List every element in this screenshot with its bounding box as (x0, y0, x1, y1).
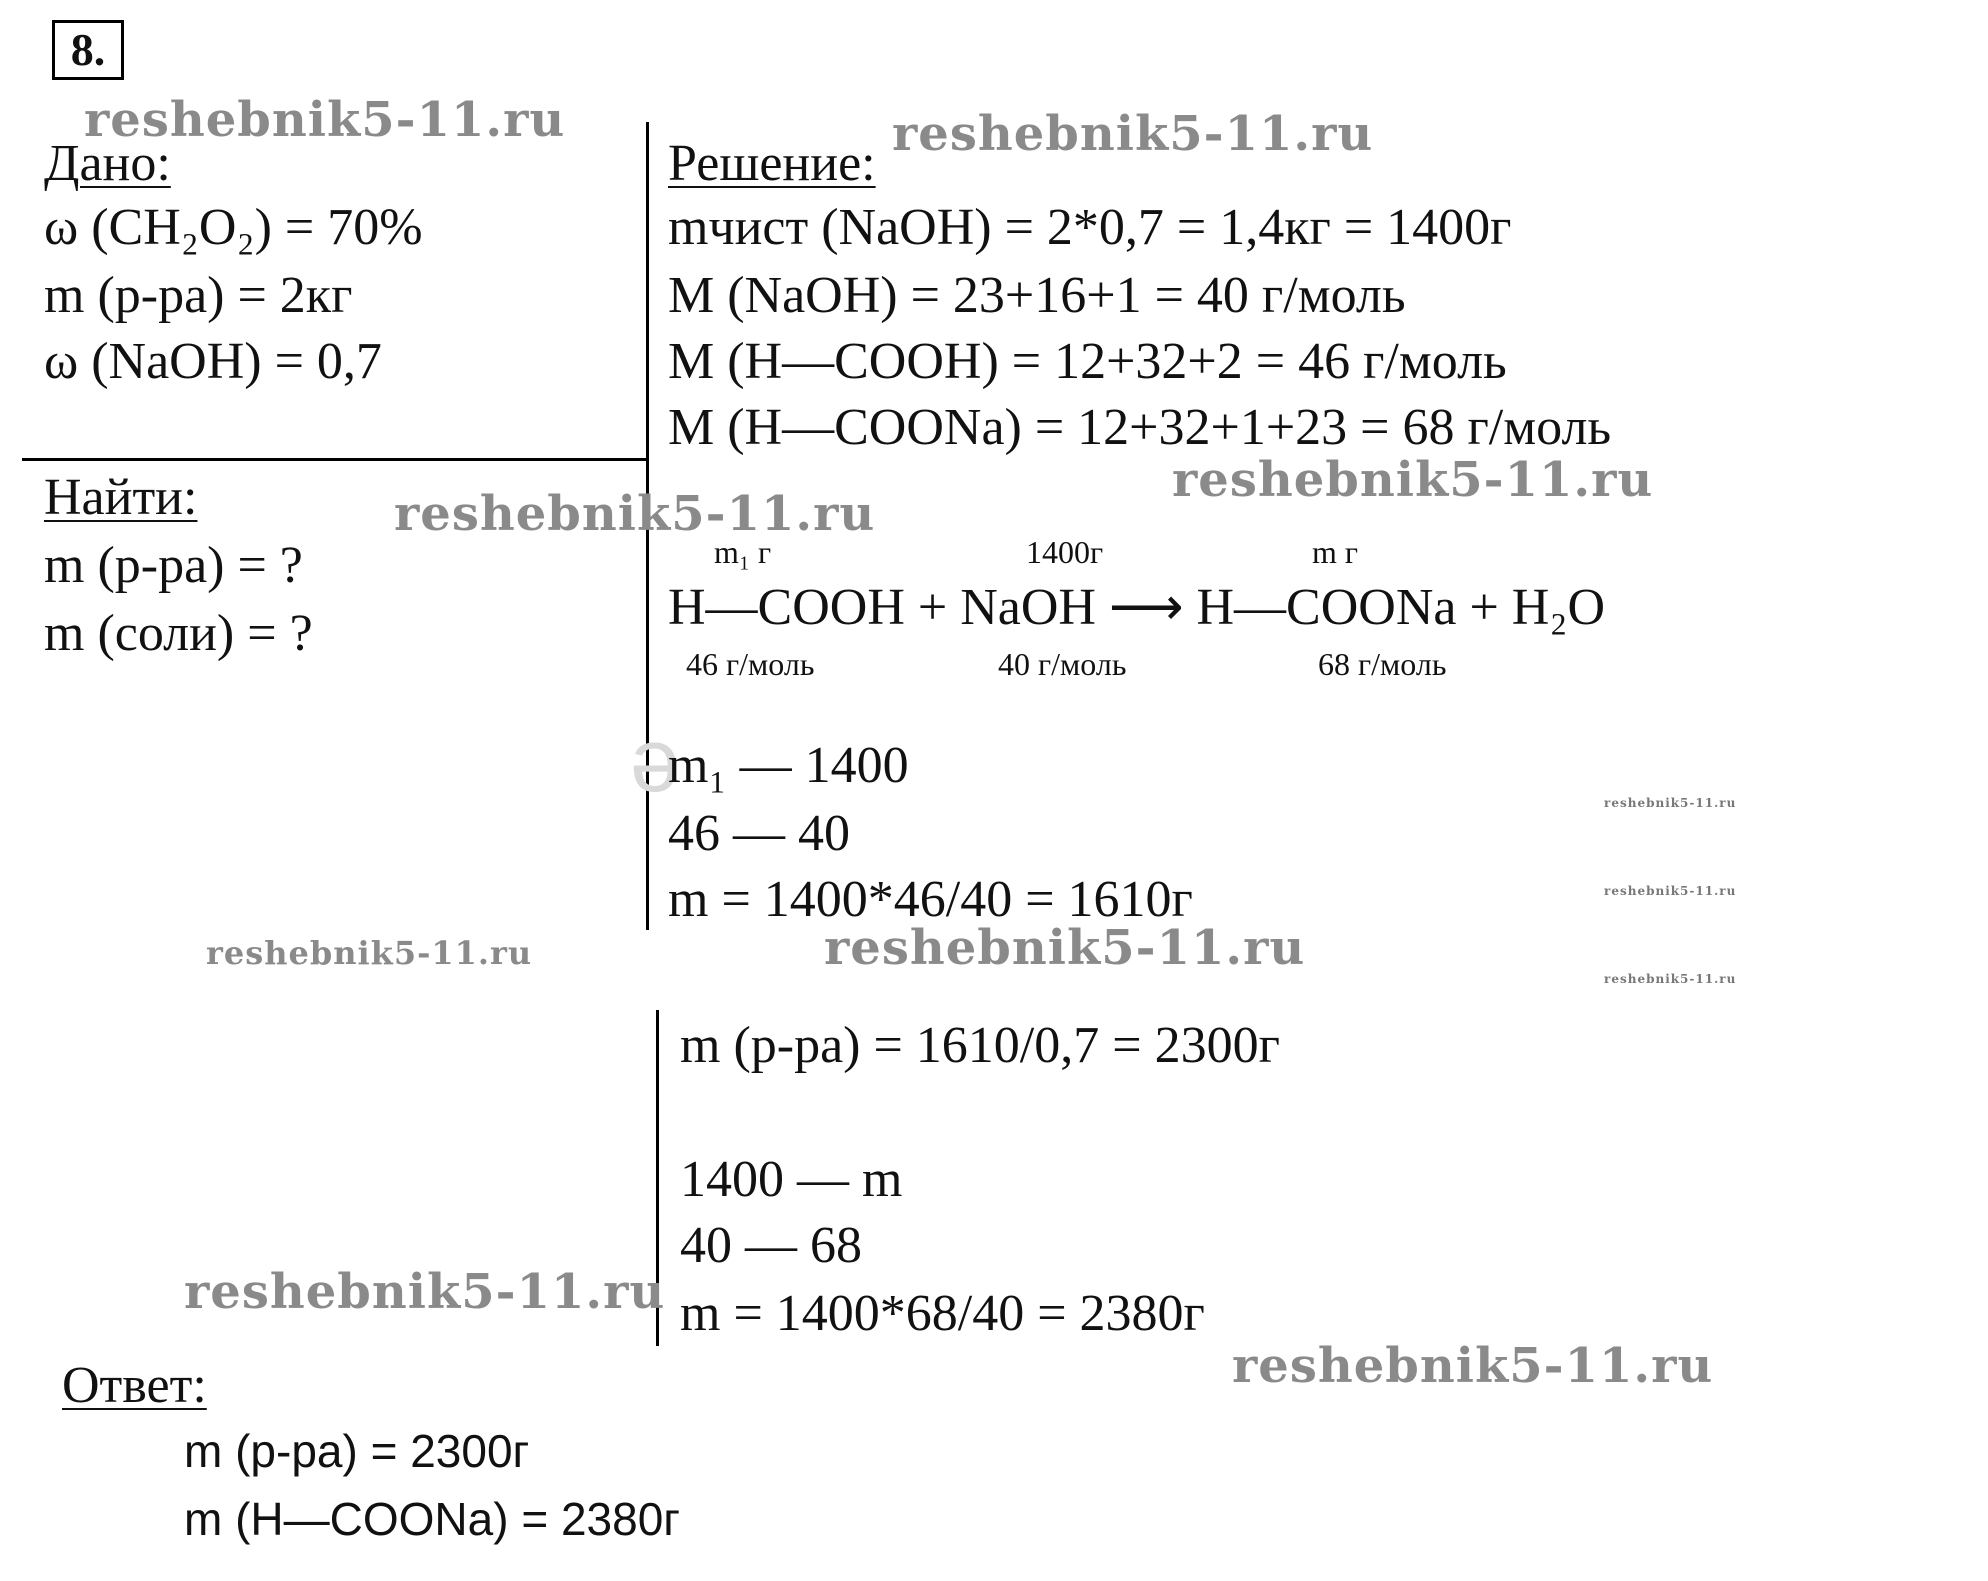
given-line-2: m (р-ра) = 2кг (44, 267, 353, 324)
watermark: reshebnik5-11.ru (206, 934, 533, 972)
solution-line-2: M (NaOH) = 23+16+1 = 40 г/моль (668, 267, 1406, 324)
proportion1-line-3: m = 1400*46/40 = 1610г (668, 871, 1193, 928)
reaction-above-1: m₁ г (714, 534, 772, 570)
solution-line-1: mчист (NaOH) = 2*0,7 = 1,4кг = 1400г (668, 199, 1512, 256)
reaction-below-3: 68 г/моль (1318, 646, 1447, 682)
reaction-below-2: 40 г/моль (998, 646, 1127, 682)
reaction-above-2: 1400г (1026, 534, 1104, 570)
solution-line-3: M (H—COOH) = 12+32+2 = 46 г/моль (668, 333, 1507, 390)
watermark: reshebnik5-11.ru (1604, 972, 1737, 986)
reaction-equation: H—COOH + NaOH ⟶ H—COONa + H₂O (668, 579, 1606, 636)
answer-line-2: m (H—COONa) = 2380г (184, 1493, 681, 1545)
watermark: reshebnik5-11.ru (824, 920, 1306, 976)
watermark: reshebnik5-11.ru (1232, 1338, 1714, 1394)
find-heading: Найти: (44, 469, 198, 526)
problem-number: 8. (52, 20, 124, 80)
watermark: reshebnik5-11.ru (1604, 884, 1737, 898)
watermark: reshebnik5-11.ru (892, 106, 1374, 162)
proportion1-line-1: m₁ — 1400 (668, 737, 909, 794)
answer-line-1: m (р-ра) = 2300г (184, 1425, 530, 1477)
given-line-1: ω (CH₂O₂) = 70% (44, 199, 423, 256)
proportion2-line-1: 1400 — m (680, 1151, 903, 1208)
find-line-2: m (соли) = ? (44, 605, 313, 662)
watermark: reshebnik5-11.ru (1172, 452, 1654, 508)
solution-heading: Решение: (668, 135, 876, 192)
watermark: reshebnik5-11.ru (1604, 796, 1737, 810)
watermark: reshebnik5-11.ru (394, 486, 876, 542)
answer-heading: Ответ: (62, 1357, 207, 1414)
watermark: reshebnik5-11.ru (84, 92, 566, 148)
watermark: reshebnik5-11.ru (184, 1264, 666, 1320)
proportion2-line-3: m = 1400*68/40 = 2380г (680, 1285, 1205, 1342)
proportion2-line-2: 40 — 68 (680, 1217, 862, 1274)
proportion1-line-2: 46 — 40 (668, 805, 850, 862)
find-line-1: m (р-ра) = ? (44, 537, 303, 594)
solution-line-4: M (H—COONa) = 12+32+1+23 = 68 г/моль (668, 399, 1612, 456)
ghost-mark: ə (630, 711, 681, 811)
reaction-above-3: m г (1312, 534, 1359, 570)
given-heading: Дано: (44, 135, 171, 192)
solution-mass: m (р-ра) = 1610/0,7 = 2300г (680, 1017, 1280, 1074)
given-line-3: ω (NaOH) = 0,7 (44, 333, 382, 390)
divider-horizontal (22, 458, 648, 461)
reaction-below-1: 46 г/моль (686, 646, 815, 682)
